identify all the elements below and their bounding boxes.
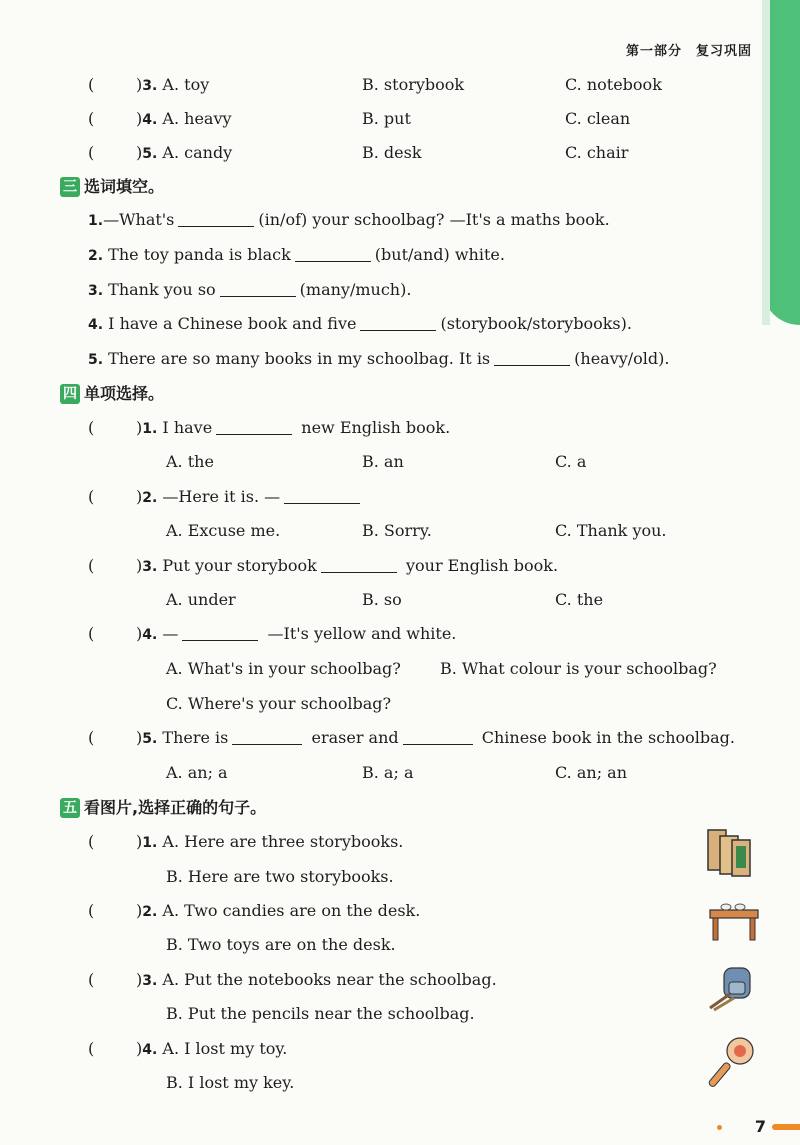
option-c: C. Where's your schoolbag?: [166, 694, 392, 713]
option-c: C. the: [555, 590, 604, 609]
question-number: 4.: [142, 112, 158, 128]
page-number: 7: [754, 1117, 766, 1136]
option-c: C. clean: [565, 109, 631, 128]
answer-blank[interactable]: [232, 728, 302, 745]
section-badge: 三: [60, 177, 80, 197]
option-c: C. a: [555, 452, 587, 471]
option-c: C. chair: [565, 143, 629, 162]
answer-paren-open[interactable]: (: [88, 487, 95, 506]
section-title-4: 四 单项选择。: [60, 383, 164, 405]
answer-paren-open[interactable]: (: [88, 109, 95, 128]
option-a: A. Excuse me.: [166, 521, 281, 540]
answer-blank[interactable]: [403, 728, 473, 745]
options-row: [166, 694, 391, 714]
option-b: B. put: [362, 109, 411, 128]
option-b: B. Here are two storybooks.: [166, 867, 394, 886]
option-b: B. storybook: [362, 75, 465, 94]
answer-paren-open[interactable]: (: [88, 143, 95, 162]
page-dot: [717, 1125, 722, 1130]
option-b: B. a; a: [362, 763, 414, 782]
option-b: B. What colour is your schoolbag?: [440, 659, 717, 678]
answer-blank[interactable]: [182, 624, 258, 641]
option-b: B. Sorry.: [362, 521, 432, 540]
section-title-5: 五 看图片,选择正确的句子。: [60, 797, 266, 819]
option-a: A. I lost my toy.: [162, 1039, 288, 1058]
section-title-3: 三 选词填空。: [60, 176, 164, 198]
answer-paren-open[interactable]: (: [88, 970, 95, 989]
answer-blank[interactable]: [321, 556, 397, 573]
option-a: A. Put the notebooks near the schoolbag.: [162, 970, 497, 989]
option-b: B. I lost my key.: [166, 1073, 295, 1092]
option-a: A. an; a: [166, 763, 228, 782]
header-part: 第一部分: [625, 44, 682, 59]
option-c: C. notebook: [565, 75, 662, 94]
desk-icon: [708, 900, 760, 942]
option-a: A. What's in your schoolbag?: [166, 659, 401, 678]
page-bar: [772, 1124, 800, 1130]
answer-paren-open[interactable]: (: [88, 556, 95, 575]
option-b: B. so: [362, 590, 402, 609]
header-section: 复习巩固: [695, 44, 752, 59]
option-b: B. Two toys are on the desk.: [166, 935, 396, 954]
answer-blank[interactable]: [360, 314, 436, 331]
section-badge: 五: [60, 798, 80, 818]
answer-blank[interactable]: [216, 418, 292, 435]
answer-paren-open[interactable]: (: [88, 418, 95, 437]
answer-blank[interactable]: [295, 245, 371, 262]
fill-item: 5. There are so many books in my schoolbag. It is (heavy/old).: [88, 349, 670, 368]
answer-blank[interactable]: [220, 280, 296, 297]
fill-item: 1.—What's (in/of) your schoolbag? —It's a maths book.: [88, 210, 610, 229]
schoolbag-icon: [708, 964, 758, 1012]
option-b: B. desk: [362, 143, 422, 162]
answer-blank[interactable]: [178, 210, 254, 227]
option-b: B. Put the pencils near the schoolbag.: [166, 1004, 475, 1023]
question-number: 5.: [142, 146, 158, 162]
option-a: A. candy: [162, 143, 233, 162]
option-a: A. heavy: [162, 109, 232, 128]
answer-paren-open[interactable]: (: [88, 1039, 95, 1058]
page-header: [626, 40, 752, 59]
answer-blank[interactable]: [494, 349, 570, 366]
answer-paren-open[interactable]: (: [88, 75, 95, 94]
answer-paren-open[interactable]: (: [88, 624, 95, 643]
section-badge: 四: [60, 384, 80, 404]
option-a: A. Two candies are on the desk.: [162, 901, 421, 920]
fill-item: 3. Thank you so (many/much).: [88, 280, 412, 299]
answer-paren-open[interactable]: (: [88, 728, 95, 747]
answer-paren-open[interactable]: (: [88, 832, 95, 851]
option-a: A. Here are three storybooks.: [162, 832, 404, 851]
option-a: A. toy: [162, 75, 210, 94]
side-tab: [762, 0, 800, 325]
answer-blank[interactable]: [284, 487, 360, 504]
option-a: A. the: [166, 452, 214, 471]
option-c: C. Thank you.: [555, 521, 667, 540]
toy-icon: [708, 1035, 756, 1089]
option-c: C. an; an: [555, 763, 628, 782]
fill-item: 4. I have a Chinese book and five (storybook/storybooks).: [88, 314, 632, 333]
fill-item: 2. The toy panda is black (but/and) white.: [88, 245, 505, 264]
option-a: A. under: [166, 590, 236, 609]
question-number: 3.: [142, 78, 158, 94]
storybooks-icon: [706, 826, 766, 878]
option-b: B. an: [362, 452, 404, 471]
answer-paren-open[interactable]: (: [88, 901, 95, 920]
